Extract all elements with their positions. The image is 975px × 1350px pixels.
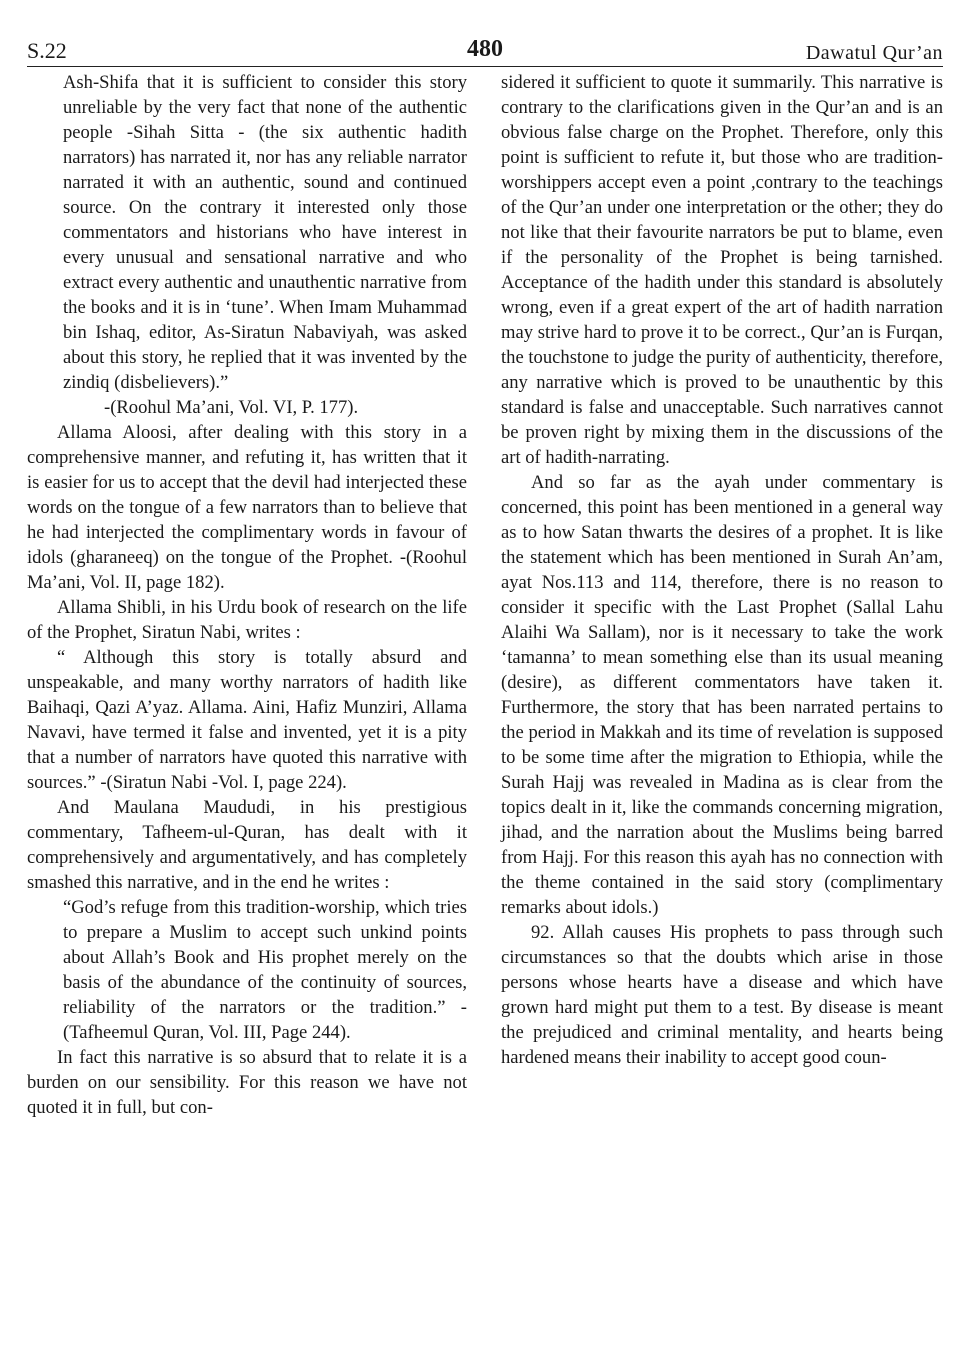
paragraph: Allama Shibli, in his Urdu book of research on the life of the Prophet, Siratun Nabi, writes : xyxy=(27,597,467,643)
right-column xyxy=(501,70,943,1070)
paragraph: In fact this narrative is so absurd that to relate it is a burden on our sensibility. For this reason we have not quoted it in full, but con- xyxy=(27,1047,467,1118)
header-rule xyxy=(27,66,943,67)
section-label: S.22 xyxy=(27,38,67,63)
paragraph: And Maulana Maududi, in his prestigious commentary, Tafheem-ul-Quran, has dealt with it comprehensively and argumentatively, and has completely smashed this narrative, and in the end he writes : xyxy=(27,797,467,893)
left-column xyxy=(27,70,467,1120)
citation: -(Roohul Ma’ani, Vol. VI, P. 177). xyxy=(104,397,359,418)
block-quote: “God’s refuge from this tradition-worship, which tries to prepare a Muslim to accept such unkind points about Allah’s Book and His prophet merely on the basis of the abundance of the continuity of sources, reliability of the narrators or the tradition.” -(Tafheemul Quran, Vol. III, Page 244). xyxy=(63,897,467,1043)
paragraph: And so far as the ayah under commentary is concerned, this point has been mentioned in a general way as to how Satan thwarts the desires of a prophet. It is like the statement which has been mentioned in Surah An’am, ayat Nos.113 and 114, therefore, there is no reason to consider it specific with the Last Prophet (Sallal Lahu Alaihi Wa Sallam), nor is it necessary to take the work ‘tamanna’ to mean something else than its usual meaning (desire), as different commentators have taken it. Furthermore, the story that has been narrated pertains to the period in Makkah and its time of revelation is supposed to be some time after the migration to Ethiopia, while the Surah Hajj was revealed in Madina as is clear from the topics dealt in it, like the commands concerning migration, jihad, and the narration about the Muslims being barred from Hajj. For this reason this ayah has no connection with the theme contained in the said story (complimentary remarks about idols.) xyxy=(501,472,943,918)
paragraph: “ Although this story is totally absurd and unspeakable, and many worthy narrators of hadith like Baihaqi, Qazi A’yaz. Allama. Aini, Hafiz Munziri, Allama Navavi, have termed it false and invented, yet it is a pity that a number of narrators have quoted this narrative with sources.” -(Siratun Nabi -Vol. I, page 224). xyxy=(27,647,467,793)
page-number: 480 xyxy=(467,36,503,62)
paragraph: Ash-Shifa that it is sufficient to consider this story unreliable by the very fact that none of the authentic people -Sihah Sitta - (the six authentic hadith narrators) has narrated it, nor has any reliable narrator narrated it with an authentic, sound and continued source. On the contrary it interested only those commentators and historians who have interest in every unusual and sensational narrative and who extract every authentic and unauthentic narrative from the books and it is in ‘tune’. When Imam Muhammad bin Ishaq, editor, As-Siratun Nabaviyah, was asked about this story, he replied that it was invented by the zindiq (disbelievers).” xyxy=(63,72,467,393)
paragraph: Allama Aloosi, after dealing with this story in a comprehensive manner, and refuting it, has written that it is easier for us to accept that the devil had interjected these words on the tongue of a few narrators than to believe that he had interjected the complimentary words in favour of idols (gharaneeq) on the tongue of the Prophet. -(Roohul Ma’ani, Vol. II, page 182). xyxy=(27,422,467,593)
book-title: Dawatul Qur’an xyxy=(805,42,943,64)
page-header xyxy=(27,38,943,68)
paragraph: 92. Allah causes His prophets to pass through such circumstances so that the doubts which arise in those persons whose hearts have a disease and which have grown hard might put them to a test. By disease is meant the prejudiced and criminal mentality, and hearts being hardened means their inability to accept good coun- xyxy=(501,922,943,1068)
paragraph: sidered it sufficient to quote it summarily. This narrative is contrary to the clarifications given in the Qur’an and is an obvious false charge on the Prophet. Therefore, only this point is sufficient to refute it, but those who are tradition-worshippers accept even a point ,contrary to the teachings of the Qur’an under one interpretation or the other; they do not like that their favourite narrators be put to blame, even if the personality of the Prophet is being tarnished. Acceptance of the hadith under this standard is absolutely wrong, even if a great expert of the art of hadith narration may strive hard to prove it to be correct., Qur’an is Furqan, the touchstone to judge the purity of authenticity, therefore, any narrative which is proved to be unauthentic by this standard is false and unacceptable. Such narratives cannot be proven right by mixing them in the discussions of the art of hadith-narrating. xyxy=(501,72,943,468)
